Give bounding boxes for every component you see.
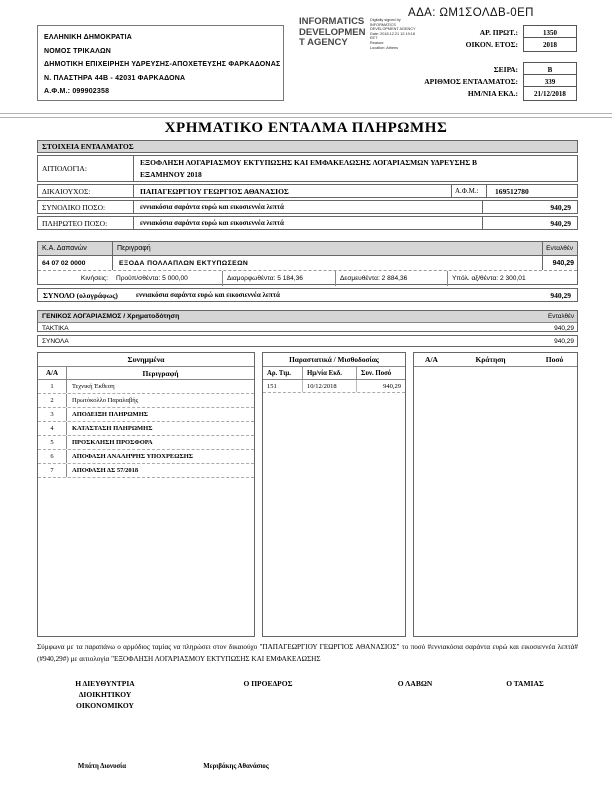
sig-detail-line: EET — [370, 36, 378, 41]
attachment-aa: 3 — [38, 408, 67, 421]
deductions-col-name: Κράτηση — [475, 355, 506, 364]
plhrwteo-amount: 940,29 — [482, 217, 577, 229]
kiniseis-label: Κινήσεις: — [80, 275, 108, 282]
details-section-header — [37, 140, 578, 153]
attachment-descr: ΚΑΤΑΣΤΑΣΗ ΠΛΗΡΩΜΗΣ — [72, 425, 153, 432]
afm-label: Α.Φ.Μ.: — [451, 185, 486, 197]
aitiologia-value: ΕΞΟΦΛΗΣΗ ΛΟΓΑΡΙΑΣΜΟΥ ΕΚΤΥΠΩΣΗΣ ΚΑΙ ΕΜΦΑΚΕΛΩΣΗΣ ΛΟΓΑΡΙΑΣΜΩΝ ΥΔΡΕΥΣΗΣ Β ΕΞΑΜΗΝΟΥ 2018 — [140, 158, 478, 179]
kiniseis-item — [335, 271, 447, 286]
signature-recipient: Ο ΛΑΒΩΝ — [397, 679, 433, 688]
signature-line: Η ΔΙΕΥΘΥΝΤΡΙΑ — [75, 679, 135, 688]
attachments-col-descr: Περιγραφή — [142, 368, 179, 378]
signer-name-1: Μπάτη Διονυσία — [77, 763, 127, 770]
sig-detail-line: Reason: — [370, 40, 385, 45]
receipts-col-num: Αρ. Τιμ. — [263, 367, 303, 379]
dikaiouxos-label: ΔΙΚΑΙΟΥΧΟΣ: — [42, 186, 91, 196]
total-row — [37, 288, 578, 302]
attachment-row — [38, 422, 254, 436]
row-plhrwteo-poso — [37, 216, 578, 230]
sig-detail-line: Date: 2018.12.21 12:19:18 — [370, 31, 415, 36]
agency-line: ΔΗΜΟΤΙΚΗ ΕΠΙΧΕΙΡΗΣΗ ΥΔΡΕΥΣΗΣ-ΑΠΟΧΕΤΕΥΣΗΣ ΦΑΡΚΑΔΟΝΑΣ — [44, 61, 281, 69]
attachments-title: Συνημμένα — [38, 353, 254, 367]
col-header-ka: Κ.Α. Δαπανών — [42, 245, 87, 252]
synoliko-words: εννιακόσια σαράντα ευρώ και εικοσιεννέα λεπτά — [133, 201, 482, 213]
authorization-paragraph: Σύμφωνα με τα παραπάνω ο αρμόδιος ταμίας να πληρώσει στον δικαιούχο "ΠΑΠΑΓΕΩΡΓΙΟΥ ΓΕΩΡΓΙΟΣ ΑΘΑΝΑΣΙΟΣ" το ποσό #εννιακόσια σαράντα ευρώ και εικοσιεννέα λεπτά# (#940,29#) με αιτιολογία "ΕΞΟΦΛΗΣΗ ΛΟΓΑΡΙΑΣΜΟΥ ΕΚΤΥΠΩΣΗΣ ΚΑΙ ΕΜΦΑΚΕΛΩΣΗΣ — [37, 643, 578, 663]
row-synoliko-poso — [37, 200, 578, 214]
signature-director — [57, 678, 153, 711]
attachment-descr: Τεχνική Έκθεση — [72, 383, 115, 390]
meta-label: ΣΕΙΡΑ: — [493, 65, 518, 74]
general-row-amount: 940,29 — [554, 324, 574, 332]
attachments-col-aa: Α/Α — [38, 367, 67, 379]
meta-label: ΟΙΚΟΝ. ΕΤΟΣ: — [465, 40, 518, 49]
meta-value-box: 339 — [523, 74, 577, 89]
ada-code: ΑΔΑ: ΩΜ1ΣΟΛΔΒ-0ΕΠ — [408, 7, 534, 19]
attachment-aa: 1 — [38, 380, 67, 393]
receipt-number: 151 — [263, 380, 303, 392]
meta-value-box: 21/12/2018 — [523, 86, 577, 101]
receipts-col-amt: Συν. Ποσό — [361, 369, 392, 377]
signature-treasurer: Ο ΤΑΜΙΑΣ — [506, 679, 544, 688]
general-entalthen-header: Ενταλθέν — [548, 313, 574, 320]
general-totals-amount: 940,29 — [554, 337, 574, 345]
agency-line: Ν. ΠΛΑΣΤΗΡΑ 44Β - 42031 ΦΑΡΚΑΔΟΝΑ — [44, 74, 186, 82]
attachment-aa: 6 — [38, 450, 67, 463]
attachment-row — [38, 380, 254, 394]
receipts-col-date: Ημ/νία Εκδ. — [303, 367, 357, 379]
total-label: ΣΥΝΟΛΟ (ολογράφως) — [43, 290, 118, 300]
general-header: ΓΕΝΙΚΟΣ ΛΟΓΑΡΙΑΣΜΟΣ / Χρηματοδότηση — [42, 313, 180, 320]
general-totals-row — [37, 335, 578, 347]
kiniseis-item-label: Δεσμευθέντα: — [340, 275, 380, 282]
stamp-line: T AGENCY — [299, 37, 348, 48]
attachment-aa: 4 — [38, 422, 67, 435]
plhrwteo-words: εννιακόσια σαράντα ευρώ και εικοσιεννέα λεπτά — [133, 217, 482, 229]
attachment-row — [38, 394, 254, 408]
meta-field-year — [466, 37, 577, 52]
kiniseis-item-label: Διαμορφωθέντα: — [227, 275, 276, 282]
kiniseis-item — [112, 271, 222, 286]
total-amount: 940,29 — [550, 290, 571, 300]
stamp-line: DEVELOPMEN — [299, 26, 366, 38]
attachments-table — [37, 352, 255, 637]
details-header-label: ΣΤΟΙΧΕΙΑ ΕΝΤΑΛΜΑΤΟΣ — [42, 142, 134, 151]
deductions-col-amt: Ποσό — [545, 355, 564, 364]
expense-description: ΕΞΟΔΑ ΠΟΛΛΑΠΛΩΝ ΕΚΤΥΠΩΣΕΩΝ — [112, 256, 542, 270]
kiniseis-item-value: 2 884,36 — [381, 275, 408, 282]
signature-line: ΔΙΟΙΚΗΤΙΚΟΥ — [78, 690, 132, 699]
attachment-descr: Πρωτόκολλο Παραλαβής — [72, 397, 139, 404]
meta-value-box: Β — [523, 62, 577, 77]
agency-line: ΕΛΛΗΝΙΚΗ ΔΗΜΟΚΡΑΤΙΑ — [44, 34, 132, 41]
attachment-aa: 7 — [38, 464, 67, 477]
kiniseis-item-label: Υπόλ. αξ/θέντα: — [452, 275, 499, 282]
general-totals-label: ΣΥΝΟΛΑ — [42, 337, 69, 345]
deductions-table — [413, 352, 578, 637]
attachment-descr: ΑΠΟΦΑΣΗ ΔΣ 57/2018 — [72, 467, 139, 474]
attachment-row — [38, 408, 254, 422]
row-dikaiouxos — [37, 184, 578, 198]
synoliko-amount: 940,29 — [482, 201, 577, 213]
sig-detail-line: Digitally signed by — [370, 18, 401, 22]
signature-president: Ο ΠΡΟΕΔΡΟΣ — [243, 679, 293, 688]
attachment-aa: 5 — [38, 436, 67, 449]
receipt-amount: 940,29 — [383, 382, 401, 390]
agency-info-box — [37, 25, 284, 101]
meta-field-issue-date — [468, 86, 577, 101]
digital-signature-stamp — [299, 17, 371, 49]
expense-ka-code: 64 07 02 0000 — [42, 259, 86, 267]
kiniseis-item-label: Προϋπ/σθέντα: — [116, 275, 161, 282]
signature-line: ΟΙΚΟΝΟΜΙΚΟΥ — [76, 701, 134, 710]
total-words: εννιακόσια σαράντα ευρώ και εικοσιεννέα λεπτά — [136, 291, 280, 299]
page-title: ΧΡΗΜΑΤΙΚΟ ΕΝΤΑΛΜΑ ΠΛΗΡΩΜΗΣ — [164, 120, 448, 136]
afm-value: 169512780 — [486, 185, 577, 197]
col-header-descr: Περιγραφή — [112, 242, 542, 255]
meta-value-box: 1350 — [523, 25, 577, 40]
expense-amount: 940,29 — [542, 256, 577, 270]
attachment-row — [38, 464, 254, 478]
plhrwteo-label: ΠΛΗΡΩΤΕΟ ΠΟΣΟ: — [42, 218, 108, 228]
general-ledger-table — [37, 310, 578, 332]
aitiologia-label: ΑΙΤΙΟΛΟΓΙΑ: — [42, 164, 87, 173]
receipt-date: 10/12/2018 — [303, 380, 357, 392]
sig-detail-line: INFORMATICS — [370, 22, 396, 27]
kiniseis-item-value: 5 184,36 — [277, 275, 303, 282]
digital-signature-details — [370, 18, 422, 50]
col-header-entalthen: Ενταλθέν — [542, 242, 577, 255]
signer-name-2: Μεριβάκης Αθανάσιος — [203, 763, 269, 770]
general-row-label: ΤΑΚΤΙΚΑ — [42, 324, 69, 332]
divider-line — [0, 117, 612, 118]
synoliko-label: ΣΥΝΟΛΙΚΟ ΠΟΣΟ: — [42, 202, 106, 212]
receipts-title: Παραστατικά / Μισθοδοσίας — [263, 353, 405, 367]
kiniseis-item-value: 2 300,01 — [499, 275, 526, 282]
kiniseis-item-value: 5 000,00 — [162, 275, 188, 282]
attachment-aa: 2 — [38, 394, 67, 407]
agency-line: ΝΟΜΟΣ ΤΡΙΚΑΛΩΝ — [44, 47, 112, 55]
dikaiouxos-value: ΠΑΠΑΓΕΩΡΓΙΟΥ ΓΕΩΡΓΙΟΣ ΑΘΑΝΑΣΙΟΣ — [133, 185, 451, 197]
receipts-table — [262, 352, 406, 637]
meta-label: ΑΡΙΘΜΟΣ ΕΝΤΑΛΜΑΤΟΣ: — [424, 77, 518, 86]
sig-detail-line: Location: Athens — [370, 45, 399, 50]
attachment-descr: ΑΠΟΔΕΙΞΗ ΠΛΗΡΩΜΗΣ — [72, 411, 148, 418]
row-aitiologia — [37, 155, 578, 182]
divider-line — [0, 113, 612, 114]
attachment-row — [38, 436, 254, 450]
kiniseis-item — [447, 271, 577, 286]
agency-afm: Α.Φ.Μ.: 099902358 — [44, 88, 110, 96]
kiniseis-item — [222, 271, 335, 286]
expense-table — [37, 241, 578, 285]
attachment-row — [38, 450, 254, 464]
attachment-descr: ΠΡΟΣΚΛΗΣΗ ΠΡΟΣΦΟΡΑ — [72, 439, 153, 446]
sig-detail-line: DEVELOPMENT AGENCY — [370, 27, 416, 32]
meta-value-box: 2018 — [523, 37, 577, 52]
meta-label: ΑΡ. ΠΡΩΤ.: — [479, 28, 518, 37]
deductions-col-aa: Α/Α — [425, 355, 438, 364]
attachment-descr: ΑΠΟΦΑΣΗ ΑΝΑΛΗΨΗΣ ΥΠΟΧΡΕΩΣΗΣ — [72, 453, 194, 460]
meta-label: ΗΜ/ΝΙΑ ΕΚΔ.: — [467, 89, 518, 98]
stamp-line: INFORMATICS — [299, 16, 365, 27]
